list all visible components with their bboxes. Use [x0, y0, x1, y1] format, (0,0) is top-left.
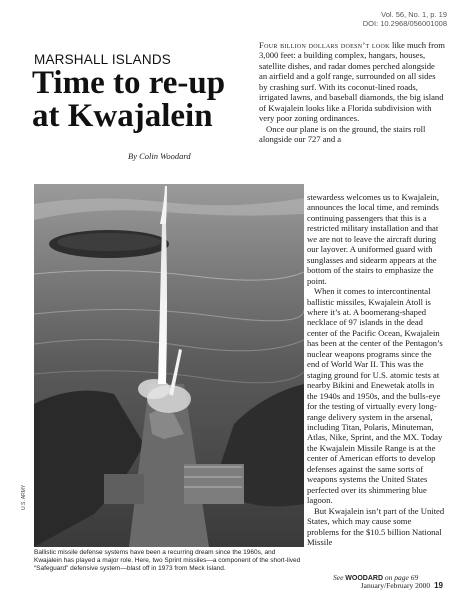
- issue-date: January/February 2000: [360, 581, 431, 590]
- photo-illustration: [34, 184, 304, 547]
- continuation-keyword: WOODARD: [345, 575, 384, 582]
- body-column-right: [307, 192, 445, 547]
- volume-info: [363, 10, 447, 28]
- byline: By Colin Woodard: [128, 151, 191, 161]
- page-footer: [361, 581, 443, 590]
- section-kicker: MARSHALL ISLANDS: [34, 52, 171, 67]
- doi-line: DOI: 10.2968/056001008: [362, 19, 447, 28]
- lead-paragraph: [259, 40, 445, 124]
- volume-line: Vol. 56, No. 1, p. 19: [381, 10, 447, 19]
- missile-launch-photo: [34, 184, 304, 547]
- paragraph-2-continued: stewardess welcomes us to Kwajalein, announces the local time, and reminds continuing passengers that this is a restricted military installation and that we are not to leave the aircraft during our layover. A uniformed guard with sunglasses and sidearm appears at the bottom of the stairs to emphasize the point.: [307, 192, 439, 286]
- lead-caps: Four billion dollars doesn’t look: [259, 40, 390, 50]
- paragraph-4: But Kwajalein isn’t part of the United States, which may cause some problems for the $10.5 billion National Missile: [307, 505, 445, 547]
- photo-credit: U.S. ARMY: [21, 484, 27, 510]
- continuation-suffix: on page 69: [384, 573, 419, 582]
- article-title: Time to re-up at Kwajalein: [32, 65, 226, 134]
- lead-text: like much from 3,000 feet: a building complex, hangars, houses, satellite dishes, and radar domes perched alongside an airfield and a golf range, surrounded on all sides by crashing surf. With its coconut-lined roads, irrigated lawns, and baseball diamonds, the big island of Kwajalein looks like a Florida subdivision with very poor zoning ordinances.: [259, 40, 445, 124]
- paragraph-3: When it comes to intercontinental ballistic missiles, Kwajalein Atoll is where it’s at. A boomerang-shaped necklace of 97 islands in the dead center of the Pacific Ocean, Kwajalein has been at the center of the Pentagon’s nuclear weapons programs since the end of World War II. This was the staging ground for U.S. atomic tests at nearby Bikini and Enewetak atolls in the 1940s and 1950s, and the bulls-eye for the testing of virtually every long-range delivery system in the arsenal, including Titan, Polaris, Minuteman, Atlas, Nike, Sprint, and the MX. Today the Kwajalein Missile Range is at the center of American efforts to develop defenses against the same sorts of weapons systems the United States perfected over its shimmering blue lagoon.: [307, 286, 443, 506]
- page-number: 19: [434, 581, 443, 590]
- photo-caption: Ballistic missile defense systems have been a recurring dream since the 1960s, and Kwajalein has played a major role. Here, two Sprint missiles—a component of the short-lived “Safeguard” defensive system—blast off in 1973 from Meck Island.: [34, 549, 301, 572]
- paragraph-2-start: Once our plane is on the ground, the stairs roll alongside our 727 and a: [259, 123, 426, 145]
- body-column-top: [259, 40, 445, 145]
- continuation-prefix: See: [333, 573, 344, 582]
